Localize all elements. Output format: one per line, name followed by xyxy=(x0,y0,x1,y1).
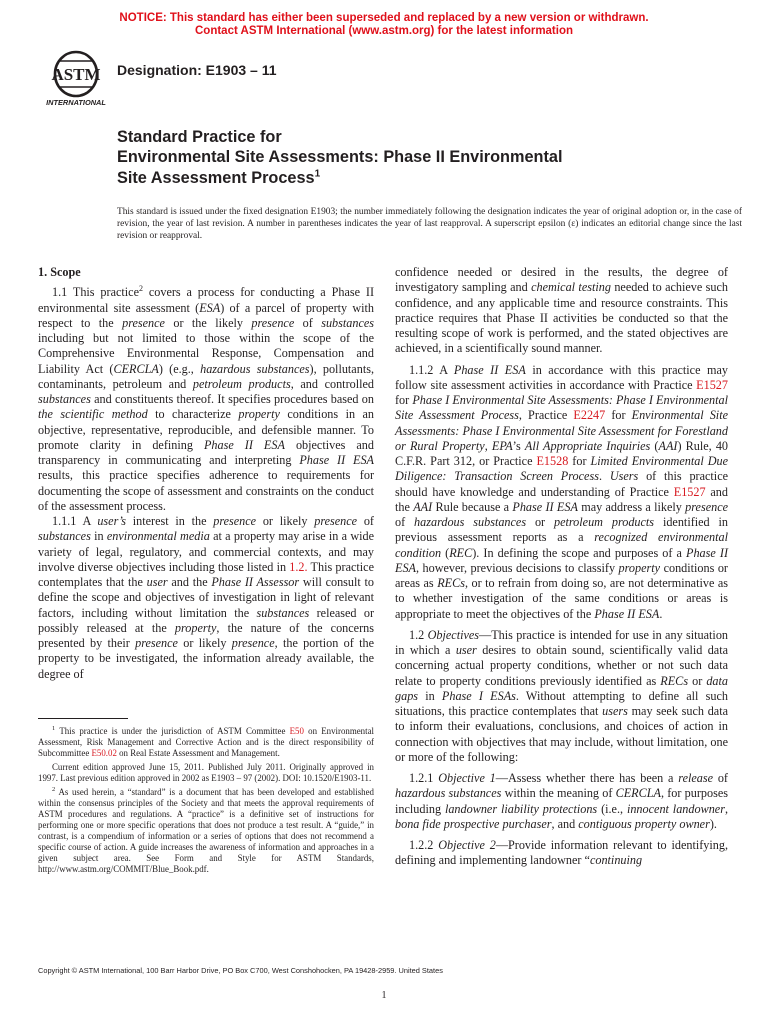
notice-line-1: NOTICE: This standard has either been superseded and replaced by a new version or withdrawn. xyxy=(119,12,649,24)
scope-heading: 1. Scope xyxy=(38,265,81,279)
edition-note: Current edition approved June 15, 2011. Published July 2011. Originally approved in 1997. Last previous edition approved in 2002 as E1903 – 97 (2002). DOI: 10.1520/E1903-11. xyxy=(38,762,374,783)
page-number: 1 xyxy=(381,990,387,1001)
paragraph-1-2: 1.2 Objectives—This practice is intended for use in any situation in which a user desires to obtain sound, scientifically valid data concerning actual property conditions, whether or not such data relate to property conditions previously identified as RECs or data gaps in Phase I ESAs. Without attempting to define all such situations, this practice contemplates that users may seek such data to inform their evaluations, conclusions, and choices of action in connection with objectives that may include, without limitation, one or more of the following: xyxy=(395,627,729,764)
title-footnote-mark: 1 xyxy=(314,168,321,180)
logo-subtext: INTERNATIONAL xyxy=(46,98,106,107)
paragraph-1-1: 1.1 This practice$^2$ covers a process for conducting a Phase II environmental site assessment (ESA) of a parcel of property with respect to the presence or the likely presence of substances including but not limited to those within the scope of the Comprehensive Environmental Response, Compensation and Liability Act (CERCLA) (e.g., hazardous substances), pollutants, contaminants, petroleum and petroleum products, and controlled substances and constituents thereof. It specifies procedures based on the scientific method to characterize property conditions in an objective, representative, reproducible, and defensible manner. To promote clarity in defining Phase II ESA objectives and transparency in communicating and interpreting Phase II ESA results, this practice specifies adherence to requirements for documenting the scope of assessment and constraints on the conduct of the assessment process. xyxy=(38,284,375,513)
title-line-2: Environmental Site Assessments: Phase II Environmental xyxy=(117,148,563,167)
section-1-2-link[interactable]: 1.2. xyxy=(289,559,308,574)
footnote-1-text-c: on Real Estate Assessment and Management. xyxy=(116,748,280,758)
subcommittee-e50-02-link[interactable]: E50.02 xyxy=(91,748,117,758)
footnote-divider xyxy=(38,718,128,719)
document-title xyxy=(117,127,737,188)
practice-e1528-link[interactable]: E1528 xyxy=(536,454,569,468)
practice-e2247-link[interactable]: E2247 xyxy=(573,408,606,423)
footnote-2-text: As used herein, a “standard” is a document that has been developed and established within the consensus principles of the Society and that meets the approval requirements of ASTM procedures and regulations. A “practice” is a definitive set of instructions for performing one or more specific operations that does not produce a test result. A “guide,” in contrast, is a compendium of information or a series of options that does not recommend a specific course of action. A guide increases the awareness of information and approaches in a given subject area. See Form and Style for ASTM Standards, http://www.astm.org/COMMIT/Blue_Book.pdf. xyxy=(38,787,374,874)
footnote-1-text-b: on Environmental Assessment, Risk Management and Corrective Action and is the direct responsibility of Subcommittee xyxy=(38,726,374,758)
title-line-1: Standard Practice for xyxy=(117,128,282,146)
paragraph-1-1-1-continued: confidence needed or desired in the results, the degree of investigatory sampling and chemical testing needed to achieve such confidence, and any applicable time and resource constraints. This practice requires that Phase II activities be conducted so that the resulting scope of work is performed, and the stated objectives are achieved, in a scientifically sound manner. xyxy=(395,265,728,356)
title-line-3 xyxy=(117,168,737,188)
paragraph-1-1-1: 1.1.1 A user’s interest in the presence or likely presence of substances in environmental media at a property may arise in a wide variety of legal, regulatory, and commercial contexts, and may involve diverse objectives including those listed in 1.2. This practice contemplates that the user and the Phase II Assessor will consult to define the scope and objectives of investigation in light of relevant factors, including without limitation the substances released or possibly released at the property, the nature of the concerns presented by their presence or likely presence, the portion of the property to be investigated, the information already available, the degree of xyxy=(38,514,375,681)
withdrawal-notice xyxy=(0,12,768,38)
body-column-left xyxy=(38,265,374,682)
copyright-line: Copyright © ASTM International, 100 Barr Harbor Drive, PO Box C700, West Conshohocken, PA 19428-2959. United States xyxy=(38,966,443,975)
logo-text: ASTM xyxy=(51,65,101,84)
paragraph-1-2-1: 1.2.1 Objective 1—Assess whether there has been a release of hazardous substances within the meaning of CERCLA, for purposes including landowner liability protections (i.e., innocent landowner, bona fide prospective purchaser, and contiguous property owner). xyxy=(395,771,729,831)
title-line-3-text: Site Assessment Process xyxy=(117,168,315,187)
astm-logo-icon xyxy=(42,50,110,108)
practice-e1527-link-2[interactable]: E1527 xyxy=(673,484,706,499)
issuance-note: This standard is issued under the fixed designation E1903; the number immediately following the designation indicates the year of original adoption or, in the case of revision, the year of last revision. A number in parentheses indicates the year of last reapproval. A superscript epsilon (ε) indicates an editorial change since the last revision or reapproval. xyxy=(117,207,742,241)
footnotes xyxy=(38,726,374,878)
footnote-2 xyxy=(38,787,374,875)
practice-e1527-link[interactable]: E1527 xyxy=(696,377,728,392)
committee-e50-link[interactable]: E50 xyxy=(289,726,304,736)
paragraph-1-2-2: 1.2.2 Objective 2—Provide information relevant to identifying, defining and implementing landowner “continuing xyxy=(395,838,728,868)
notice-line-2: Contact ASTM International (www.astm.org) for the latest information xyxy=(194,25,574,37)
footnote-1 xyxy=(38,726,374,759)
body-column-right xyxy=(395,265,728,869)
designation: Designation: E1903 – 11 xyxy=(117,62,277,78)
footnote-1-mark: 1 xyxy=(52,725,56,733)
footnote-1-text-a: This practice is under the jurisdiction of ASTM Committee xyxy=(59,726,290,736)
footnote-2-mark: 2 xyxy=(52,786,56,794)
paragraph-1-1-2: 1.1.2 A Phase II ESA in accordance with this practice may follow site assessment activities in accordance with Practice E1527 for Phase I Environmental Site Assessments: Phase I Environmental Site Assessment Process, Practice E2247 for Environmental Site Assessments: Phase I Environmental Site Assessment for Forestland or Rural Property, EPA’s All Appropriate Inquiries (AAI) Rule, 40 C.F.R. Part 312, or Practice E1528 for Limited Environmental Due Diligence: Transaction Screen Process. Users of this practice should have knowledge and understanding of Practice E1527 and the AAI Rule because a Phase II ESA may address a likely presence of hazardous substances or petroleum products identified in previous assessment reports as a recognized environmental condition (REC). In defining the scope and purposes of a Phase II ESA, however, previous decisions to classify property conditions or areas as RECs, or to refrain from doing so, are not determinative as to whether investigation of the same conditions or areas is appropriate to meet the objectives of the Phase II ESA. xyxy=(395,362,729,621)
